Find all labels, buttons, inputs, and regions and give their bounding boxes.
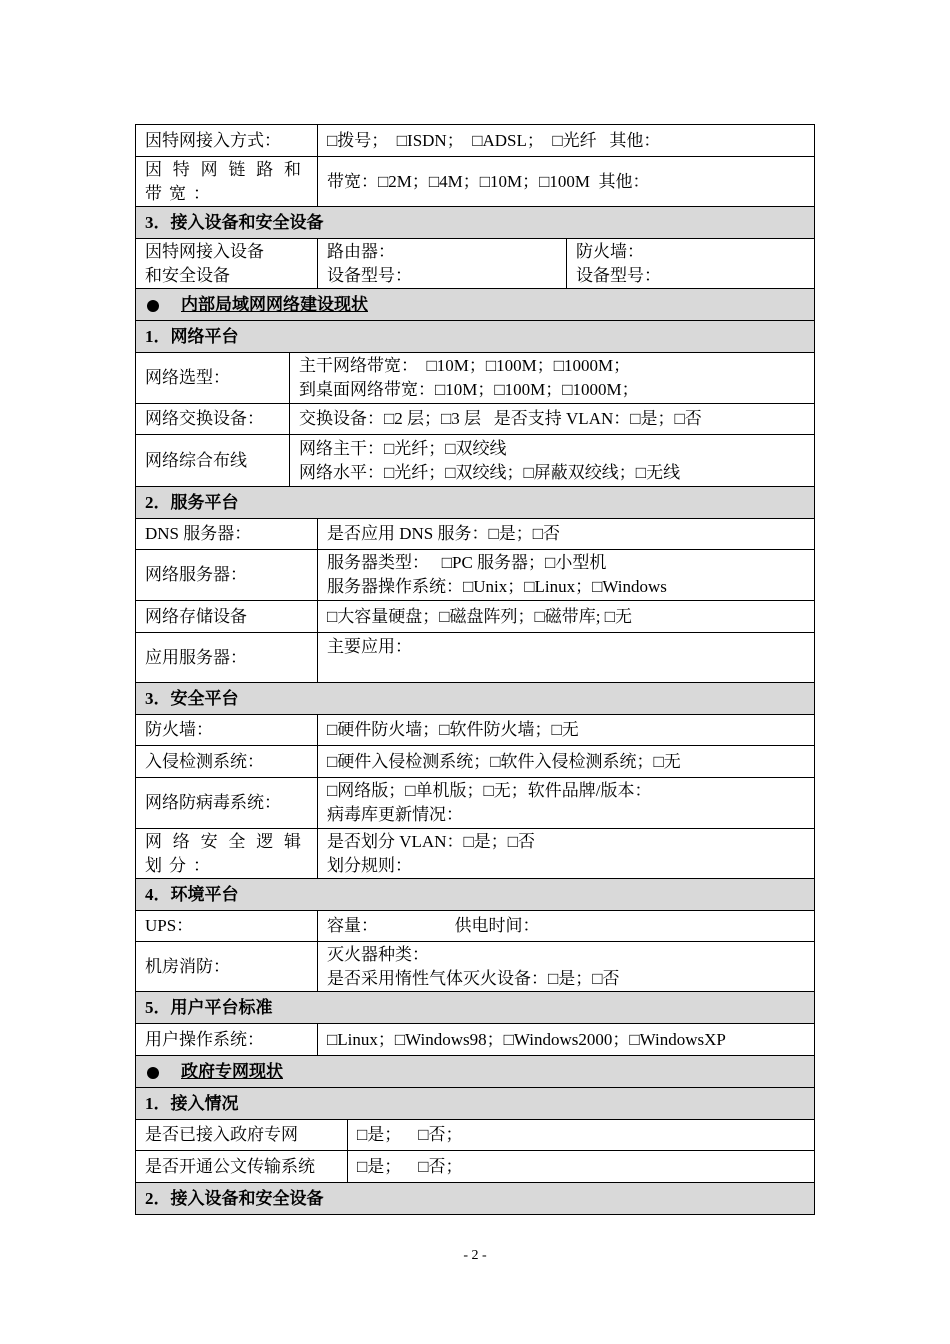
row-label: 因特网接入方式： <box>145 130 281 150</box>
section-header <box>135 487 815 519</box>
value-line: 划分规则： <box>327 855 412 875</box>
value-line: □网络版；□单机版；□无；软件品牌/版本： <box>327 781 652 800</box>
row-label: 是否开通公文传输系统 <box>145 1156 315 1176</box>
router-cell <box>317 239 566 288</box>
row-label: DNS 服务器： <box>145 524 252 543</box>
bullet-title <box>136 1056 814 1087</box>
row-label: 网络存储设备 <box>145 606 247 626</box>
row-label: 用户操作系统： <box>145 1029 264 1049</box>
bullet-icon <box>147 300 159 312</box>
antivirus-row <box>135 778 815 829</box>
label-line: 和安全设备 <box>145 265 230 285</box>
section-title: 2．服务平台 <box>145 492 239 512</box>
app-server-row <box>135 633 815 683</box>
section-header <box>135 683 815 715</box>
section-header <box>135 1183 815 1215</box>
row-value: □拨号； □ISDN； □ADSL； □光纤 其他： <box>317 125 814 156</box>
ids-row <box>135 746 815 778</box>
row-label <box>136 239 317 288</box>
user-os-row <box>135 1024 815 1056</box>
row-value <box>317 829 814 878</box>
firewall-cell <box>566 239 814 288</box>
row-label: 网络选型： <box>145 368 230 387</box>
value-line: 网络主干：□光纤；□双绞线 <box>299 438 507 458</box>
bullet-text: 政府专网现状 <box>181 1062 283 1081</box>
survey-form-table <box>135 124 815 1215</box>
section-title: 3．安全平台 <box>145 688 239 708</box>
fire-protection-row <box>135 942 815 992</box>
value-line: 网络水平：□光纤；□双绞线；□屏蔽双绞线；□无线 <box>299 462 681 482</box>
section-header <box>135 321 815 353</box>
section-header <box>135 879 815 911</box>
label-line: 因特网接入设备 <box>145 241 264 261</box>
bullet-text: 内部局域网网络建设现状 <box>181 295 368 314</box>
internet-bandwidth-row <box>135 157 815 207</box>
row-value: 容量： 供电时间： <box>317 911 814 941</box>
value-line: 服务器操作系统：□Unix；□Linux；□Windows <box>327 577 667 596</box>
server-row <box>135 550 815 601</box>
row-value <box>289 353 814 403</box>
row-label: 是否已接入政府专网 <box>145 1125 298 1144</box>
row-value: 是否应用 DNS 服务：□是；□否 <box>317 519 814 549</box>
row-label: 机房消防： <box>145 956 230 976</box>
row-label: 网络防病毒系统： <box>145 793 281 812</box>
bullet-header <box>135 1056 815 1088</box>
row-label: 网络安全逻辑划分： <box>145 831 308 875</box>
section-header <box>135 207 815 239</box>
row-value: □大容量硬盘；□磁盘阵列；□磁带库; □无 <box>317 601 814 632</box>
bullet-header <box>135 289 815 321</box>
row-label: 网络综合布线 <box>145 450 247 470</box>
row-value: 带宽：□2M；□4M；□10M；□100M 其他： <box>317 157 814 206</box>
row-value: 交换设备：□2 层；□3 层 是否支持 VLAN：□是；□否 <box>289 404 814 434</box>
firewall-row <box>135 715 815 746</box>
access-device-row <box>135 239 815 289</box>
section-title: 2．接入设备和安全设备 <box>145 1188 324 1208</box>
switch-row <box>135 404 815 435</box>
section-title: 1．网络平台 <box>145 326 239 346</box>
row-value <box>317 550 814 600</box>
section-header <box>135 1088 815 1120</box>
row-value: □硬件入侵检测系统；□软件入侵检测系统；□无 <box>317 746 814 777</box>
network-type-row <box>135 353 815 404</box>
row-label: 网络交换设备： <box>145 409 264 428</box>
row-label: 因特网链路和带宽： <box>145 159 308 203</box>
row-value: 主要应用： <box>317 633 814 682</box>
gov-network-row <box>135 1120 815 1151</box>
row-label: 入侵检测系统： <box>145 751 264 771</box>
value-line: 服务器类型： □PC 服务器；□小型机 <box>327 553 607 572</box>
row-label: UPS： <box>145 916 194 935</box>
router-line: 路由器： <box>327 241 395 261</box>
section-title: 4．环境平台 <box>145 884 239 904</box>
ups-row <box>135 911 815 942</box>
router-model-line: 设备型号： <box>327 265 412 285</box>
value-line: 灭火器种类： <box>327 944 429 964</box>
value-line: 到桌面网络带宽：□10M；□100M；□1000M； <box>299 380 639 399</box>
section-header <box>135 992 815 1024</box>
section-title: 5．用户平台标准 <box>145 997 273 1017</box>
value-line: 是否采用惰性气体灭火设备：□是；□否 <box>327 968 620 988</box>
row-value <box>289 435 814 486</box>
page-number: - 2 - <box>463 1248 487 1263</box>
row-value <box>317 778 814 828</box>
row-label: 防火墙： <box>145 720 213 739</box>
row-label: 网络服务器： <box>145 565 247 584</box>
row-value <box>317 942 814 991</box>
vlan-row <box>135 829 815 879</box>
row-value: □硬件防火墙；□软件防火墙；□无 <box>317 715 814 745</box>
bullet-title <box>136 289 814 320</box>
doc-transfer-row <box>135 1151 815 1183</box>
firewall-model-line: 设备型号： <box>576 265 661 285</box>
bullet-icon <box>147 1067 159 1079</box>
cabling-row <box>135 435 815 487</box>
internet-access-row <box>135 124 815 157</box>
row-label: 应用服务器： <box>145 647 247 667</box>
value-line: 是否划分 VLAN：□是；□否 <box>327 831 536 851</box>
row-value: □Linux；□Windows98；□Windows2000；□WindowsXP <box>317 1024 814 1055</box>
firewall-line: 防火墙： <box>576 241 644 261</box>
value-line: 主干网络带宽： □10M；□100M；□1000M； <box>299 356 631 375</box>
value-line: 病毒库更新情况： <box>327 805 463 824</box>
row-value: □是； □否； <box>347 1151 814 1182</box>
dns-row <box>135 519 815 550</box>
storage-row <box>135 601 815 633</box>
row-value: □是； □否； <box>347 1120 814 1150</box>
section-title: 1．接入情况 <box>145 1093 239 1113</box>
section-title: 3．接入设备和安全设备 <box>145 212 324 232</box>
